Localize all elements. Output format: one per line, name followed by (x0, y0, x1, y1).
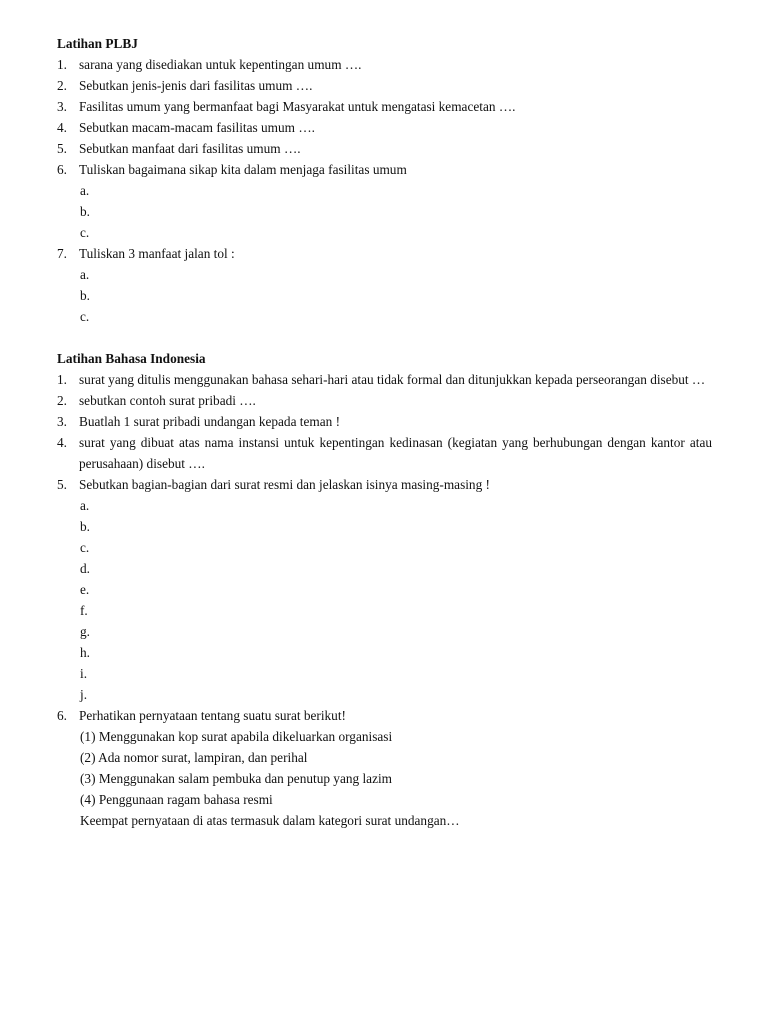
question-number: 2. (57, 78, 67, 93)
question-body (79, 54, 712, 75)
section-latihan-bahasa-indonesia (57, 348, 712, 831)
question-text: Buatlah 1 surat pribadi undangan kepada teman ! (79, 414, 341, 429)
question-text: surat yang ditulis menggunakan bahasa sehari-hari atau tidak formal dan ditunjukkan kepada perseorangan disebut … (79, 372, 706, 387)
question-subitem: Keempat pernyataan di atas termasuk dalam kategori surat undangan… (80, 813, 460, 828)
question-item (57, 54, 712, 75)
question-subitem: b. (80, 288, 90, 303)
question-subitem: a. (80, 498, 90, 513)
question-item (57, 432, 712, 474)
question-item (57, 369, 712, 390)
question-subitem: j. (80, 687, 88, 702)
question-item (57, 390, 712, 411)
question-subitem: c. (80, 309, 90, 324)
question-subitem: (4) Penggunaan ragam bahasa resmi (80, 792, 273, 807)
question-item (57, 243, 712, 327)
question-body (79, 705, 712, 831)
question-body (79, 243, 712, 327)
question-item (57, 705, 712, 831)
question-text: Sebutkan manfaat dari fasilitas umum …. (79, 141, 301, 156)
question-number: 4. (57, 435, 67, 450)
question-text: Tuliskan 3 manfaat jalan tol : (79, 246, 235, 261)
question-number: 5. (57, 477, 67, 492)
section-heading: Latihan PLBJ (57, 36, 138, 51)
question-text: Perhatikan pernyataan tentang suatu surat berikut! (79, 708, 346, 723)
question-text: Sebutkan macam-macam fasilitas umum …. (79, 120, 315, 135)
question-text: Tuliskan bagaimana sikap kita dalam menjaga fasilitas umum (79, 162, 407, 177)
question-subitem: (3) Menggunakan salam pembuka dan penutup yang lazim (80, 771, 393, 786)
question-text: surat yang dibuat atas nama instansi untuk kepentingan kedinasan (kegiatan yang berhubungan dengan kantor atau perusahaan) disebut …. (79, 435, 712, 471)
question-subitem: g. (80, 624, 90, 639)
question-subitem: b. (80, 204, 90, 219)
question-text: Sebutkan bagian-bagian dari surat resmi dan jelaskan isinya masing-masing ! (79, 477, 490, 492)
section-latihan-plbj (57, 33, 712, 327)
question-number: 4. (57, 120, 67, 135)
question-number: 3. (57, 99, 67, 114)
question-subitem: a. (80, 267, 90, 282)
question-subitem: d. (80, 561, 90, 576)
question-body (79, 474, 712, 705)
question-body (79, 369, 712, 390)
question-subitem: h. (80, 645, 90, 660)
question-item (57, 159, 712, 243)
question-item (57, 96, 712, 117)
question-body (79, 96, 712, 117)
question-number: 5. (57, 141, 67, 156)
question-body (79, 432, 712, 474)
question-number: 6. (57, 708, 67, 723)
question-subitem: f. (80, 603, 88, 618)
question-text: sebutkan contoh surat pribadi …. (79, 393, 256, 408)
question-list (57, 369, 712, 831)
question-body (79, 390, 712, 411)
question-body (79, 75, 712, 96)
question-item (57, 474, 712, 705)
question-item (57, 117, 712, 138)
question-number: 1. (57, 57, 67, 72)
question-number: 3. (57, 414, 67, 429)
question-number: 1. (57, 372, 67, 387)
question-subitem: i. (80, 666, 88, 681)
question-subitem: e. (80, 582, 90, 597)
question-item (57, 75, 712, 96)
question-subitem: (2) Ada nomor surat, lampiran, dan perihal (80, 750, 308, 765)
question-subitem: c. (80, 540, 90, 555)
question-subitem: (1) Menggunakan kop surat apabila dikeluarkan organisasi (80, 729, 393, 744)
question-subitem: a. (80, 183, 90, 198)
question-item (57, 411, 712, 432)
question-number: 7. (57, 246, 67, 261)
question-body (79, 117, 712, 138)
section-heading: Latihan Bahasa Indonesia (57, 351, 206, 366)
question-subitem: b. (80, 519, 90, 534)
question-subitem: c. (80, 225, 90, 240)
question-text: Fasilitas umum yang bermanfaat bagi Masyarakat untuk mengatasi kemacetan …. (79, 99, 516, 114)
question-body (79, 159, 712, 243)
question-body (79, 138, 712, 159)
question-item (57, 138, 712, 159)
question-list (57, 54, 712, 327)
question-text: sarana yang disediakan untuk kepentingan umum …. (79, 57, 362, 72)
question-body (79, 411, 712, 432)
question-text: Sebutkan jenis-jenis dari fasilitas umum …. (79, 78, 313, 93)
question-number: 2. (57, 393, 67, 408)
question-number: 6. (57, 162, 67, 177)
